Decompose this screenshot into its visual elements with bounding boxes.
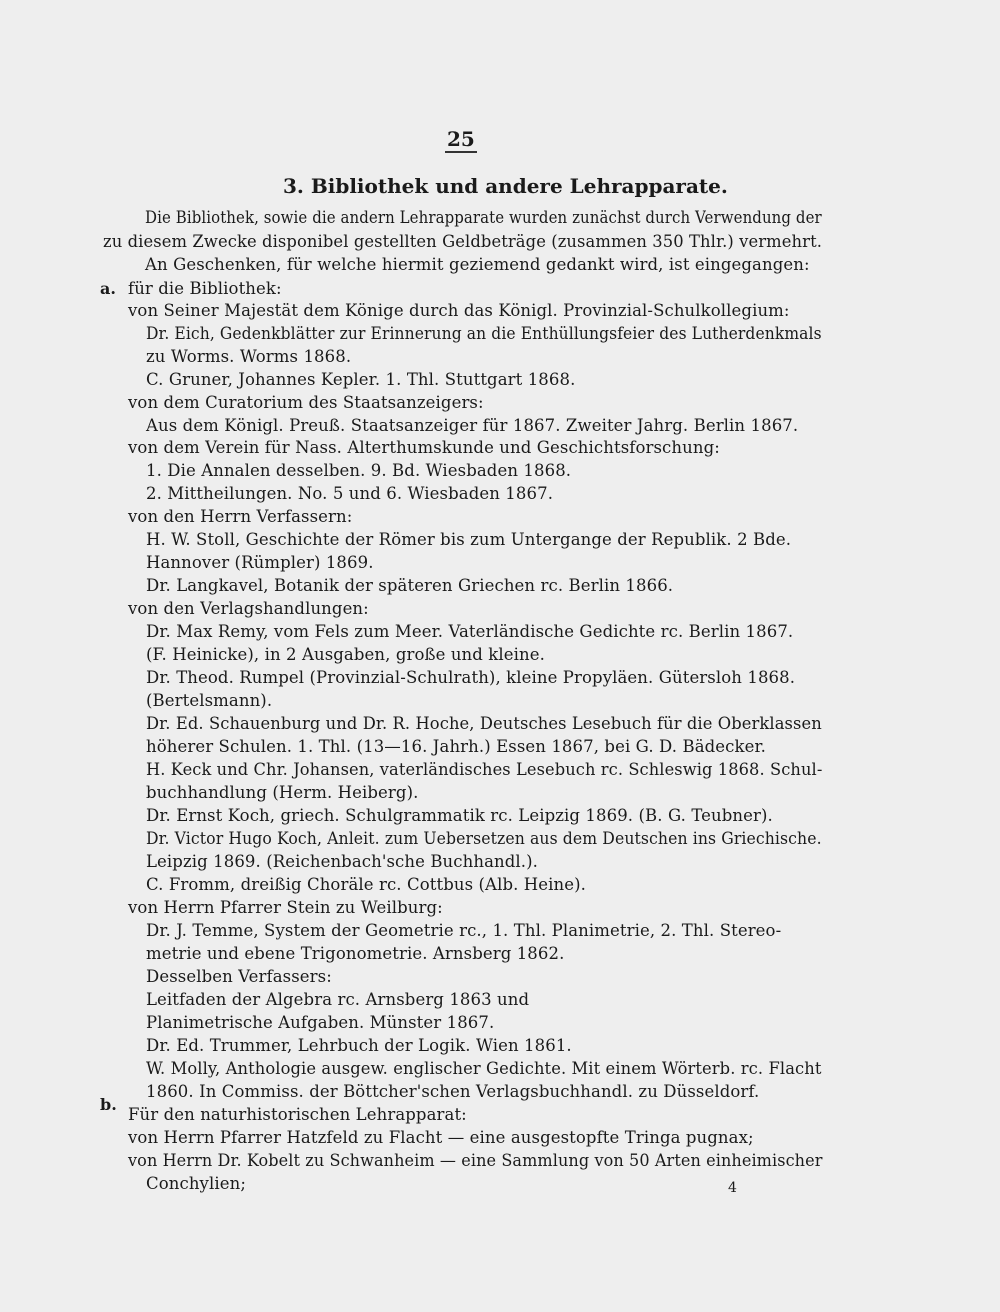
text-line: von den Herrn Verfassern: (128, 507, 353, 526)
text-line: Die Bibliothek, sowie die andern Lehrapparate wurden zunächst durch Verwendung der (145, 208, 822, 227)
text-line: Dr. Max Remy, vom Fels zum Meer. Vaterländische Gedichte rc. Berlin 1867. (146, 622, 794, 641)
text-line: Desselben Verfassers: (146, 967, 332, 986)
text-line: von Seiner Majestät dem Könige durch das Königl. Provinzial-Schulkollegium: (128, 301, 790, 320)
text-line: H. Keck und Chr. Johansen, vaterländisches Lesebuch rc. Schleswig 1868. Schul- (146, 760, 823, 779)
list-marker-b: b. (100, 1095, 117, 1114)
text-line: H. W. Stoll, Geschichte der Römer bis zum Untergange der Republik. 2 Bde. (146, 530, 792, 549)
text-line: 2. Mittheilungen. No. 5 und 6. Wiesbaden 1867. (146, 484, 554, 503)
text-line: W. Molly, Anthologie ausgew. englischer Gedichte. Mit einem Wörterb. rc. Flacht (146, 1059, 822, 1078)
text-line: Dr. Ed. Schauenburg und Dr. R. Hoche, Deutsches Lesebuch für die Oberklassen (146, 714, 822, 733)
text-line: für die Bibliothek: (128, 279, 282, 298)
text-line: Dr. Langkavel, Botanik der späteren Griechen rc. Berlin 1866. (146, 576, 674, 595)
text-line: von Herrn Pfarrer Hatzfeld zu Flacht — eine ausgestopfte Tringa pugnax; (128, 1128, 754, 1147)
text-line: 1860. In Commiss. der Böttcher'schen Verlagsbuchhandl. zu Düsseldorf. (146, 1082, 760, 1101)
text-line: An Geschenken, für welche hiermit geziemend gedankt wird, ist eingegangen: (145, 255, 810, 274)
section-heading: 3. Bibliothek und andere Lehrapparate. (283, 174, 728, 198)
text-line: metrie und ebene Trigonometrie. Arnsberg 1862. (146, 944, 565, 963)
text-line: Dr. Ed. Trummer, Lehrbuch der Logik. Wien 1861. (146, 1036, 572, 1055)
text-line: (Bertelsmann). (146, 691, 273, 710)
text-line: Planimetrische Aufgaben. Münster 1867. (146, 1013, 495, 1032)
text-line: (F. Heinicke), in 2 Ausgaben, große und kleine. (146, 645, 545, 664)
signature-mark: 4 (728, 1180, 737, 1196)
text-line: von den Verlagshandlungen: (128, 599, 369, 618)
text-line: höherer Schulen. 1. Thl. (13—16. Jahrh.) Essen 1867, bei G. D. Bädecker. (146, 737, 766, 756)
text-line: Dr. Victor Hugo Koch, Anleit. zum Uebersetzen aus dem Deutschen ins Griechische. (146, 829, 822, 848)
text-line: Aus dem Königl. Preuß. Staatsanzeiger für 1867. Zweiter Jahrg. Berlin 1867. (146, 416, 799, 435)
text-line: von dem Curatorium des Staatsanzeigers: (128, 393, 484, 412)
text-line: Conchylien; (146, 1174, 246, 1193)
text-line: Dr. J. Temme, System der Geometrie rc., 1. Thl. Planimetrie, 2. Thl. Stereo- (146, 921, 782, 940)
page-number: 25 (447, 127, 475, 151)
text-line: Dr. Theod. Rumpel (Provinzial-Schulrath), kleine Propyläen. Gütersloh 1868. (146, 668, 796, 687)
text-line: Leitfaden der Algebra rc. Arnsberg 1863 und (146, 990, 530, 1009)
list-marker-a: a. (100, 279, 116, 298)
text-line: buchhandlung (Herm. Heiberg). (146, 783, 419, 802)
text-line: von Herrn Dr. Kobelt zu Schwanheim — eine Sammlung von 50 Arten einheimischer (128, 1151, 823, 1170)
text-line: von Herrn Pfarrer Stein zu Weilburg: (128, 898, 443, 917)
text-line: zu diesem Zwecke disponibel gestellten Geldbeträge (zusammen 350 Thlr.) vermehrt. (103, 232, 823, 251)
text-line: zu Worms. Worms 1868. (146, 347, 352, 366)
text-line: 1. Die Annalen desselben. 9. Bd. Wiesbaden 1868. (146, 461, 572, 480)
text-line: Für den naturhistorischen Lehrapparat: (128, 1105, 467, 1124)
text-line: Dr. Ernst Koch, griech. Schulgrammatik rc. Leipzig 1869. (B. G. Teubner). (146, 806, 773, 825)
text-line: C. Gruner, Johannes Kepler. 1. Thl. Stuttgart 1868. (146, 370, 576, 389)
text-line: C. Fromm, dreißig Choräle rc. Cottbus (Alb. Heine). (146, 875, 586, 894)
text-line: von dem Verein für Nass. Alterthumskunde und Geschichtsforschung: (128, 438, 720, 457)
text-line: Leipzig 1869. (Reichenbach'sche Buchhandl.). (146, 852, 539, 871)
text-line: Hannover (Rümpler) 1869. (146, 553, 374, 572)
text-line: Dr. Eich, Gedenkblätter zur Erinnerung an die Enthüllungsfeier des Lutherdenkmals (146, 324, 822, 343)
